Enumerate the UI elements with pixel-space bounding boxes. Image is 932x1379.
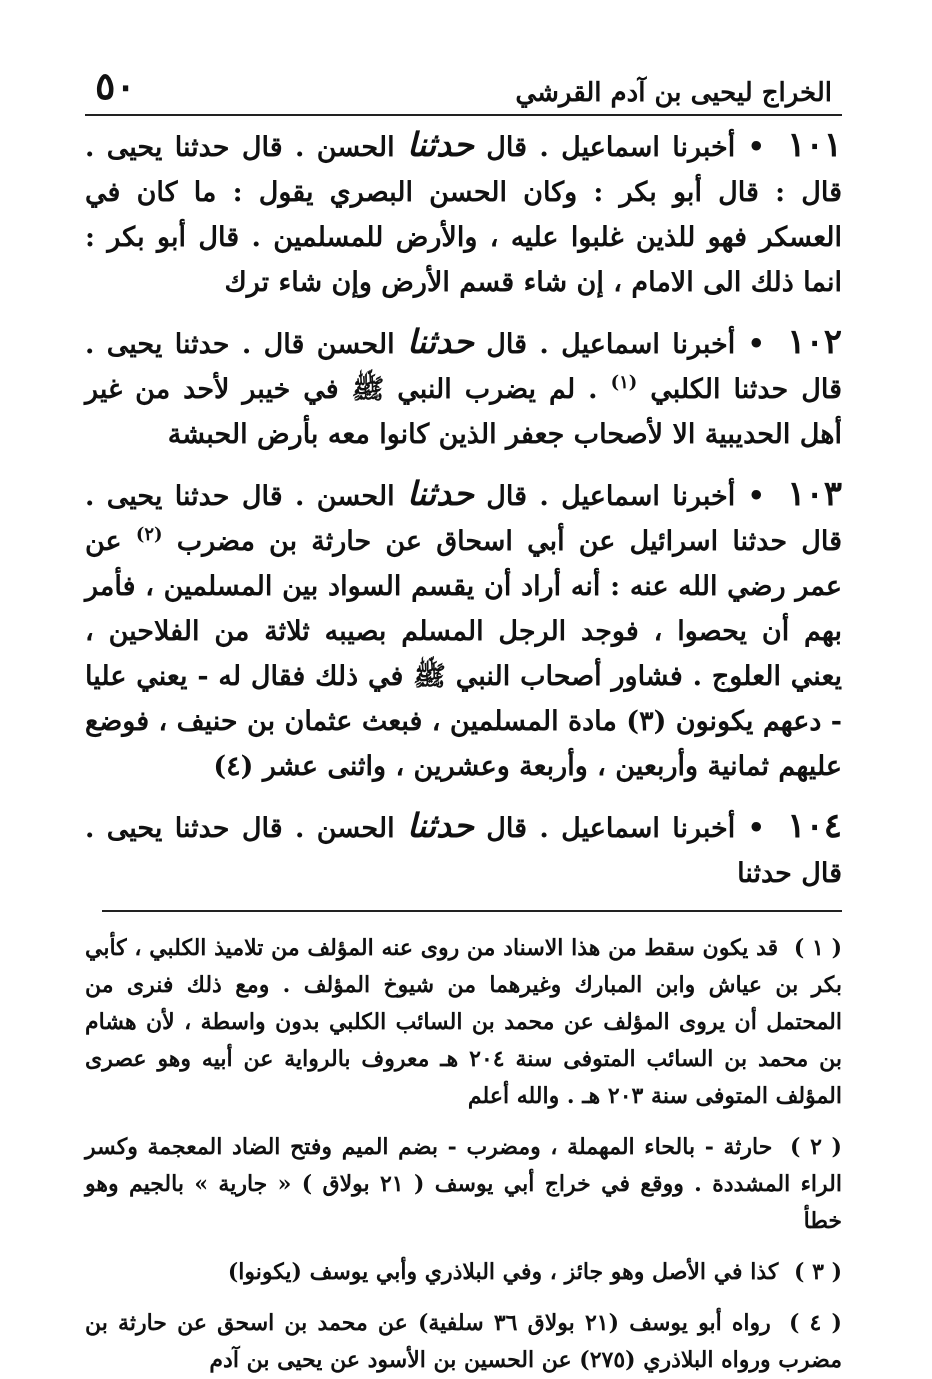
hadith-101 — [85, 122, 842, 305]
running-title: الخراج ليحيى بن آدم القرشي — [515, 78, 832, 108]
footnote-text: قد يكون سقط من هذا الاسناد من روى عنه المؤلف من تلاميذ الكلبي ، كأبي بكر بن عياش وابن المبارك وغيرهما من شيوخ المؤلف . ومع ذلك فنرى من المحتمل أن يروى المؤلف عن محمد بن السائب الكلبي بدون واسطة ، لأن هشام بن محمد بن السائب المتوفى سنة ٢٠٤ هـ معروف بالرواية عن أبيه وهو عصرى المؤلف المتوفى سنة ٢٠٣ هـ . والله أعلم — [85, 935, 842, 1109]
hadith-text: الحسن . قال حدثنا يحيى . قال حدثنا اسرائيل عن أبي اسحاق عن حارثة بن مضرب — [85, 481, 842, 557]
hadith-emphasis: حدثنا — [406, 474, 474, 513]
footnote-4 — [85, 1305, 842, 1379]
hadith-lead: • أخبرنا اسماعيل . قال — [486, 481, 765, 512]
hadith-text: الحسن . قال حدثنا يحيى . قال حدثنا — [85, 813, 842, 889]
hadith-104 — [85, 803, 842, 896]
hadith-emphasis: حدثنا — [406, 125, 474, 164]
footnote-text: رواه أبو يوسف (٢١ بولاق ٣٦ سلفية) عن محمد بن اسحق عن حارثة بن مضرب ورواه البلاذري (٢٧٥) عن الحسين بن الأسود عن يحيى بن آدم — [85, 1310, 842, 1373]
footnote-2 — [85, 1129, 842, 1240]
hadith-text: الحسن قال . حدثنا يحيى . قال حدثنا الكلبي — [85, 329, 842, 405]
hadith-103 — [85, 471, 842, 789]
hadith-lead: • أخبرنا اسماعيل . قال — [486, 132, 765, 163]
footnote-3 — [85, 1254, 842, 1291]
footnote-marker: (٢) — [135, 524, 163, 545]
footnote-1 — [85, 930, 842, 1115]
footnote-number: ( ٤ ) — [788, 1310, 842, 1336]
hadith-number: ١٠٣ — [787, 474, 843, 514]
hadith-text-tail: عن عمر رضي الله عنه : أنه أراد أن يقسم السواد بين المسلمين ، فأمر بهم أن يحصوا ، فوجد الرجل المسلم بصيبه ثلاثة من الفلاحين ، يعني العلوج . فشاور أصحاب النبي ﷺ في ذلك فقال له - يعني عليا - دعهم يكونون (٣) مادة المسلمين ، فبعث عثمان بن حنيف ، فوضع عليهم ثمانية وأربعين ، وأربعة وعشرين ، واثنى عشر (٤) — [85, 526, 843, 782]
footnote-text: كذا في الأصل وهو جائز ، وفي البلاذري وأبي يوسف (يكونوا) — [227, 1259, 779, 1285]
footnote-text: حارثة - بالحاء المهملة ، ومضرب - بضم الميم وفتح الضاد المعجمة وكسر الراء المشددة . ووقع في خراج أبي يوسف ( ٢١ بولاق ) « جارية » بالجيم وهو خطأ — [85, 1134, 842, 1234]
hadith-lead: • أخبرنا اسماعيل . قال — [486, 813, 765, 844]
hadith-lead: • أخبرنا اسماعيل . قال — [486, 329, 765, 360]
hadith-emphasis: حدثنا — [406, 806, 474, 845]
hadith-text-tail: . لم يضرب النبي ﷺ في خيبر لأحد من غير أهل الحديبية الا لأصحاب جعفر الذين كانوا معه بأرض الحبشة — [85, 374, 842, 450]
hadith-number: ١٠٢ — [787, 322, 843, 362]
hadith-number: ١٠٤ — [787, 806, 843, 846]
footnote-number: ( ١ ) — [793, 935, 842, 961]
header-rule — [85, 114, 842, 116]
hadith-number: ١٠١ — [787, 125, 843, 165]
hadith-emphasis: حدثنا — [406, 322, 474, 361]
footnote-divider — [102, 910, 842, 912]
page-header — [85, 50, 842, 114]
footnote-number: ( ٢ ) — [790, 1134, 842, 1160]
hadith-text: الحسن . قال حدثنا يحيى . قال : قال أبو بكر : وكان الحسن البصري يقول : ما كان في العسكر فهو للذين غلبوا عليه ، والأرض للمسلمين . قال أبو بكر : انما ذلك الى الامام ، إن شاء قسم الأرض وإن شاء ترك — [85, 132, 842, 298]
footnote-marker: (١) — [610, 372, 638, 393]
hadith-102 — [85, 319, 842, 457]
page-number: ٥٠ — [95, 63, 136, 108]
footnote-number: ( ٣ ) — [794, 1259, 842, 1285]
